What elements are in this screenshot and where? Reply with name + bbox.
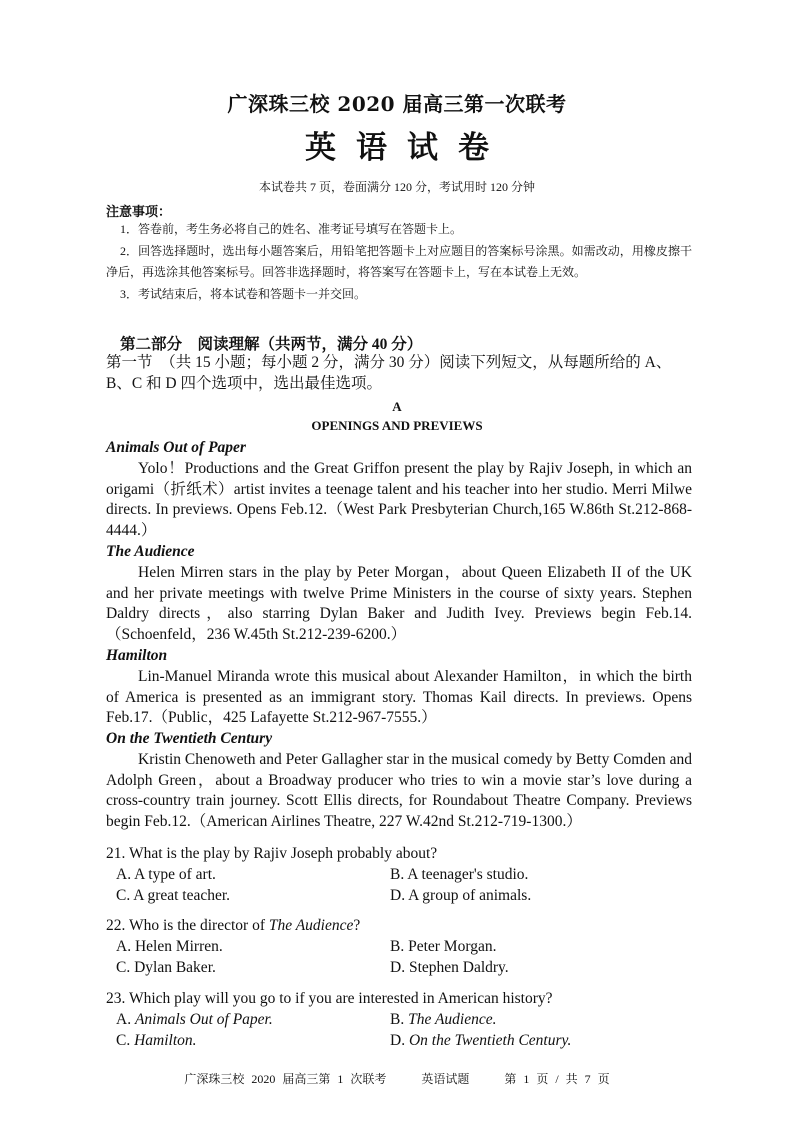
notice-list <box>106 219 692 305</box>
play-name: On the Twentieth Century <box>106 730 273 747</box>
play-entry <box>106 646 692 729</box>
play-description: Kristin Chenoweth and Peter Gallagher star in the musical comedy by Betty Comden and Adolph Green，about a Broadway producer who tries to win a movie star’s love during a cross-country train journey. Scott Ellis directs, for Roundabout Theatre Company. Previews begin Feb.12.（American Airlines Theatre, 227 W.42nd St.212-719-1300.） <box>106 750 692 831</box>
option-c[interactable]: C. A great teacher. <box>116 887 231 904</box>
option-d[interactable]: D. A group of animals. <box>390 887 532 904</box>
option-d[interactable]: D. On the Twentieth Century. <box>390 1032 572 1049</box>
option-b[interactable]: B. Peter Morgan. <box>390 938 497 955</box>
footer-exam: 广深珠三校 2020 届高三第 1 次联考 <box>184 1072 387 1086</box>
option-b[interactable]: B. The Audience. <box>390 1011 497 1028</box>
passage-label: A <box>392 399 402 414</box>
play-name: Hamilton <box>106 647 168 664</box>
question-stem: 21. What is the play by Rajiv Joseph probably about? <box>106 845 438 862</box>
subject-title: 英语试卷 <box>305 130 509 166</box>
notice-item: 1．答卷前，考生务必将自己的姓名、准考证号填写在答题卡上。 <box>120 222 463 236</box>
page-footer <box>0 1070 794 1087</box>
question-22 <box>106 915 692 978</box>
play-entry <box>106 438 692 542</box>
question-stem: 22. Who is the director of The Audience? <box>106 917 361 934</box>
footer-subject: 英语试题 <box>421 1072 470 1086</box>
option-c[interactable]: C. Dylan Baker. <box>116 959 216 976</box>
play-name: The Audience <box>106 543 195 560</box>
section-heading: 第二部分 阅读理解（共两节，满分 40 分） <box>120 336 423 353</box>
play-entry <box>106 729 692 833</box>
notice-heading: 注意事项： <box>106 204 172 219</box>
section-description: 第一节 （共 15 小题；每小题 2 分，满分 30 分）阅读下列短文，从每题所给的 A、B、C 和 D 四个选项中，选出最佳选项。 <box>106 354 672 392</box>
option-c[interactable]: C. Hamilton. <box>116 1032 197 1049</box>
footer-page-number: 第 1 页 / 共 7 页 <box>504 1072 610 1086</box>
option-a[interactable]: A. Helen Mirren. <box>116 938 223 955</box>
exam-info: 本试卷共 7 页，卷面满分 120 分，考试用时 120 分钟 <box>258 180 535 194</box>
play-description: Lin-Manuel Miranda wrote this musical about Alexander Hamilton，in which the birth of America is presented as an immigrant story. Thomas Kail directs. In previews. Opens Feb.17.（Public，425 Lafayette St.212-967-7555.） <box>106 667 692 727</box>
play-entry <box>106 542 692 646</box>
play-description: Helen Mirren stars in the play by Peter Morgan，about Queen Elizabeth II of the UK and her private meetings with twelve Prime Ministers in the course of sixty years. Stephen Daldry directs，also starring Dylan Baker and Judith Ivey. Previews begin Feb.14.（Schoenfeld，236 W.45th St.212-239-6200.） <box>106 563 692 644</box>
play-name: Animals Out of Paper <box>106 439 246 456</box>
notice-item: 2．回答选择题时，选出每小题答案后，用铅笔把答题卡上对应题目的答案标号涂黑。如需改动，用橡皮擦干净后，再选涂其他答案标号。回答非选择题时，将答案写在答题卡上，写在本试卷上无效。 <box>106 243 692 279</box>
exam-title: 广深珠三校 2020 届高三第一次联考 <box>227 92 567 116</box>
passage-title: OPENINGS AND PREVIEWS <box>311 418 483 433</box>
notice-item: 3．考试结束后，将本试卷和答题卡一并交回。 <box>120 286 367 301</box>
option-a[interactable]: A. A type of art. <box>116 866 216 883</box>
option-d[interactable]: D. Stephen Daldry. <box>390 959 509 976</box>
question-21 <box>106 843 692 906</box>
question-stem: 23. Which play will you go to if you are interested in American history? <box>106 990 553 1007</box>
play-description: Yolo！Productions and the Great Griffon present the play by Rajiv Joseph, in which an origami（折纸术）artist invites a teenage talent and his teacher into her studio. Merri Milwe directs. In previews. Opens Feb.12.（West Park Presbyterian Church,165 W.86th St.212-868-4444.） <box>106 459 692 540</box>
option-b[interactable]: B. A teenager's studio. <box>390 866 529 883</box>
option-a[interactable]: A. Animals Out of Paper. <box>116 1011 273 1028</box>
play-title-ref: The Audience <box>268 917 354 934</box>
question-23 <box>106 988 692 1051</box>
